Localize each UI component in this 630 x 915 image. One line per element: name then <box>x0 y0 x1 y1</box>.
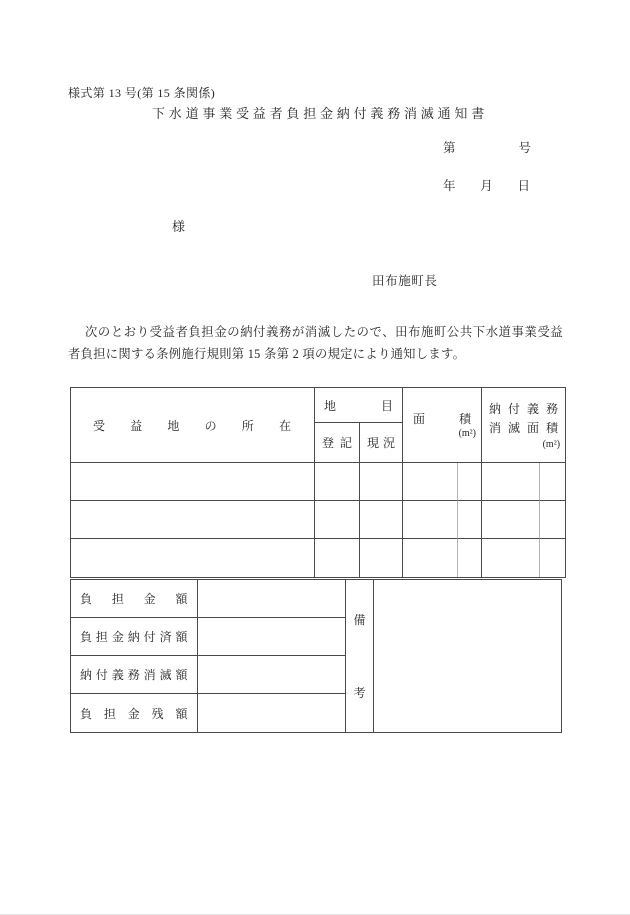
doc-number-suffix: 号 <box>518 141 531 155</box>
year-label: 年 <box>443 179 456 193</box>
area-fraction-cell <box>458 501 482 539</box>
col-header-location: 受益地の所在 <box>71 388 315 463</box>
remarks-char-bottom: 考 <box>353 686 366 700</box>
col-header-extinct-area <box>482 388 565 463</box>
area-cell <box>403 539 458 577</box>
col-header-current: 現況 <box>360 423 403 463</box>
page-title: 下水道事業受益者負担金納付義務消滅通知書 <box>152 106 489 121</box>
addressee-honorific: 様 <box>172 219 186 234</box>
day-label: 日 <box>517 179 530 193</box>
registered-cell <box>315 463 360 501</box>
current-cell <box>360 539 403 577</box>
land-table-row <box>71 501 565 539</box>
document-number-line <box>443 138 531 156</box>
area-fraction-cell <box>458 539 482 577</box>
amount-row <box>71 580 561 618</box>
location-cell <box>71 463 315 501</box>
amount-table <box>70 579 562 733</box>
area-unit-label: (m²) <box>458 428 477 439</box>
current-cell <box>360 463 403 501</box>
extinct-area-cell <box>482 501 540 539</box>
area-cell <box>403 463 458 501</box>
registered-cell <box>315 539 360 577</box>
land-table-row <box>71 463 565 501</box>
month-label: 月 <box>480 179 493 193</box>
area-header-line <box>403 410 481 427</box>
area-label-left: 面 <box>413 412 426 426</box>
doc-number-prefix: 第 <box>443 141 456 155</box>
land-table <box>70 387 566 578</box>
area-cell <box>403 501 458 539</box>
extinct-area-unit-label: (m²) <box>542 438 561 450</box>
extinct-area-fraction-cell <box>540 501 565 539</box>
remarks-header-inner <box>346 581 373 731</box>
extinct-area-line2: 消滅面積 <box>489 420 559 435</box>
form-number: 様式第 13 号(第 15 条関係) <box>68 86 216 100</box>
extinct-area-cell <box>482 539 540 577</box>
col-header-land-category: 地目 <box>315 388 403 423</box>
extinct-area-line1: 納付義務 <box>489 401 559 416</box>
remarks-char-top: 備 <box>353 613 366 627</box>
issuer-title: 田布施町長 <box>372 274 438 288</box>
land-table-header-row-1 <box>71 388 565 423</box>
area-label-right: 積 <box>459 412 472 426</box>
amount-row-value <box>198 656 346 694</box>
registered-cell <box>315 501 360 539</box>
area-fraction-cell <box>458 463 482 501</box>
col-header-registered: 登記 <box>315 423 360 463</box>
extinct-area-cell <box>482 463 540 501</box>
col-header-area <box>403 388 482 463</box>
land-table-row <box>71 539 565 577</box>
extinct-area-fraction-cell <box>540 463 565 501</box>
extinct-area-fraction-cell <box>540 539 565 577</box>
remarks-cell <box>374 580 561 732</box>
location-cell <box>71 539 315 577</box>
amount-row-value <box>198 694 346 732</box>
date-line <box>443 176 530 194</box>
remarks-header-column <box>346 580 374 732</box>
body-paragraph: 次のとおり受益者負担金の納付義務が消滅したので、田布施町公共下水道事業受益者負担に関する条例施行規則第 15 条第 2 項の規定により通知します。 <box>68 325 563 361</box>
amount-row-label: 負担金残額 <box>71 694 198 732</box>
amount-row-label: 負担金納付済額 <box>71 618 198 656</box>
amount-row-value <box>198 618 346 656</box>
amount-row-value <box>198 580 346 618</box>
amount-row-label: 納付義務消滅額 <box>71 656 198 694</box>
current-cell <box>360 501 403 539</box>
location-cell <box>71 501 315 539</box>
amount-row-label: 負担金額 <box>71 580 198 618</box>
